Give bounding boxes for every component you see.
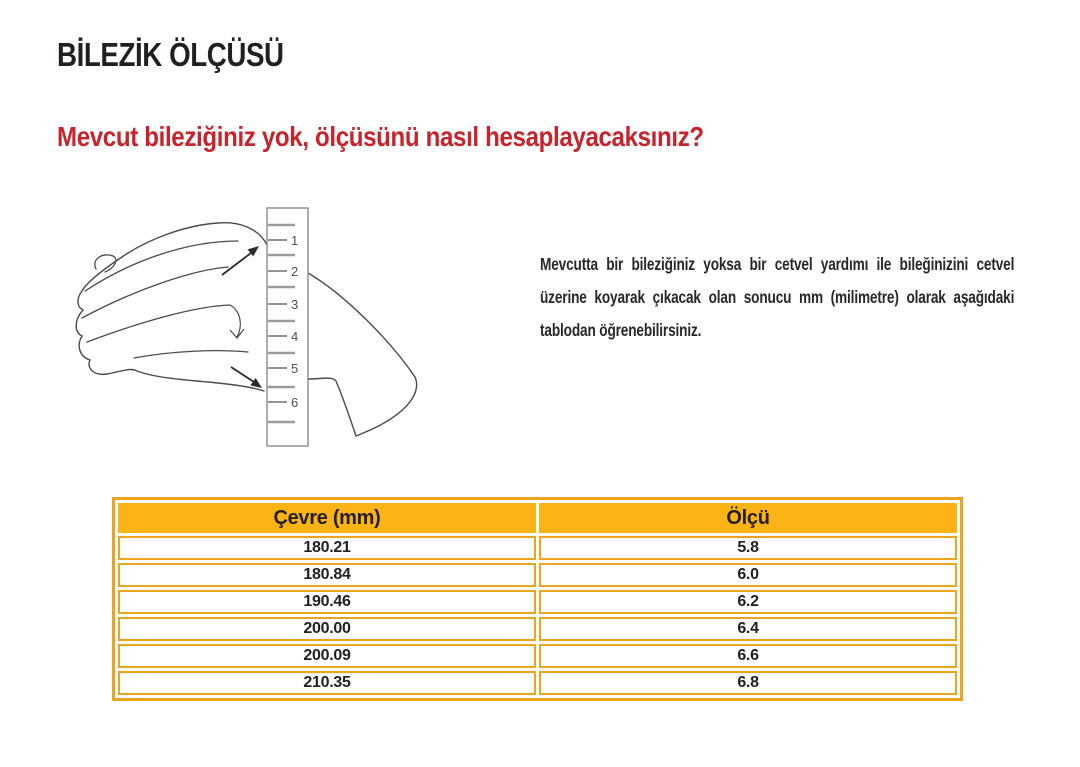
ruler-number: 4	[291, 329, 299, 344]
ruler	[267, 208, 308, 446]
cell-olcu: 6.4	[539, 617, 957, 641]
ruler-number: 1	[291, 233, 299, 248]
cell-cevre: 190.46	[118, 590, 536, 614]
table-row	[118, 590, 957, 614]
column-header-olcu: Ölçü	[539, 503, 957, 533]
table-row	[118, 671, 957, 695]
cell-cevre: 210.35	[118, 671, 536, 695]
hand-on-ruler-illustration	[70, 190, 450, 470]
table-row	[118, 563, 957, 587]
header-row	[118, 503, 957, 533]
size-table	[112, 497, 963, 701]
hand-drawing	[76, 223, 267, 391]
forearm-drawing	[308, 273, 417, 436]
cell-cevre: 200.00	[118, 617, 536, 641]
curved-arrow-icon	[230, 305, 244, 338]
size-table-header	[118, 503, 957, 533]
cell-olcu: 5.8	[539, 536, 957, 560]
ruler-number: 5	[291, 361, 299, 376]
table-row	[118, 536, 957, 560]
cell-olcu: 6.0	[539, 563, 957, 587]
ruler-number: 6	[291, 395, 299, 410]
ruler-number: 2	[291, 264, 299, 279]
cell-cevre: 180.84	[118, 563, 536, 587]
page-title: BİLEZİK ÖLÇÜSÜ	[57, 36, 284, 73]
cell-cevre: 200.09	[118, 644, 536, 668]
table-row	[118, 617, 957, 641]
ruler-number: 3	[291, 297, 299, 312]
cell-cevre: 180.21	[118, 536, 536, 560]
arrow-up-right-icon	[222, 246, 259, 275]
cell-olcu: 6.2	[539, 590, 957, 614]
size-table-body	[118, 536, 957, 695]
cell-olcu: 6.8	[539, 671, 957, 695]
page-subtitle: Mevcut bileziğiniz yok, ölçüsünü nasıl hesaplayacaksınız?	[57, 121, 704, 152]
description-text: Mevcutta bir bileziğiniz yoksa bir cetvel yardımı ile bileğinizini cetvel üzerine koyarak çıkacak olan sonucu mm (milimetre) olarak aşağıdaki tablodan öğrenebilirsiniz.	[540, 254, 1015, 340]
table-row	[118, 644, 957, 668]
column-header-cevre: Çevre (mm)	[118, 503, 536, 533]
cell-olcu: 6.6	[539, 644, 957, 668]
